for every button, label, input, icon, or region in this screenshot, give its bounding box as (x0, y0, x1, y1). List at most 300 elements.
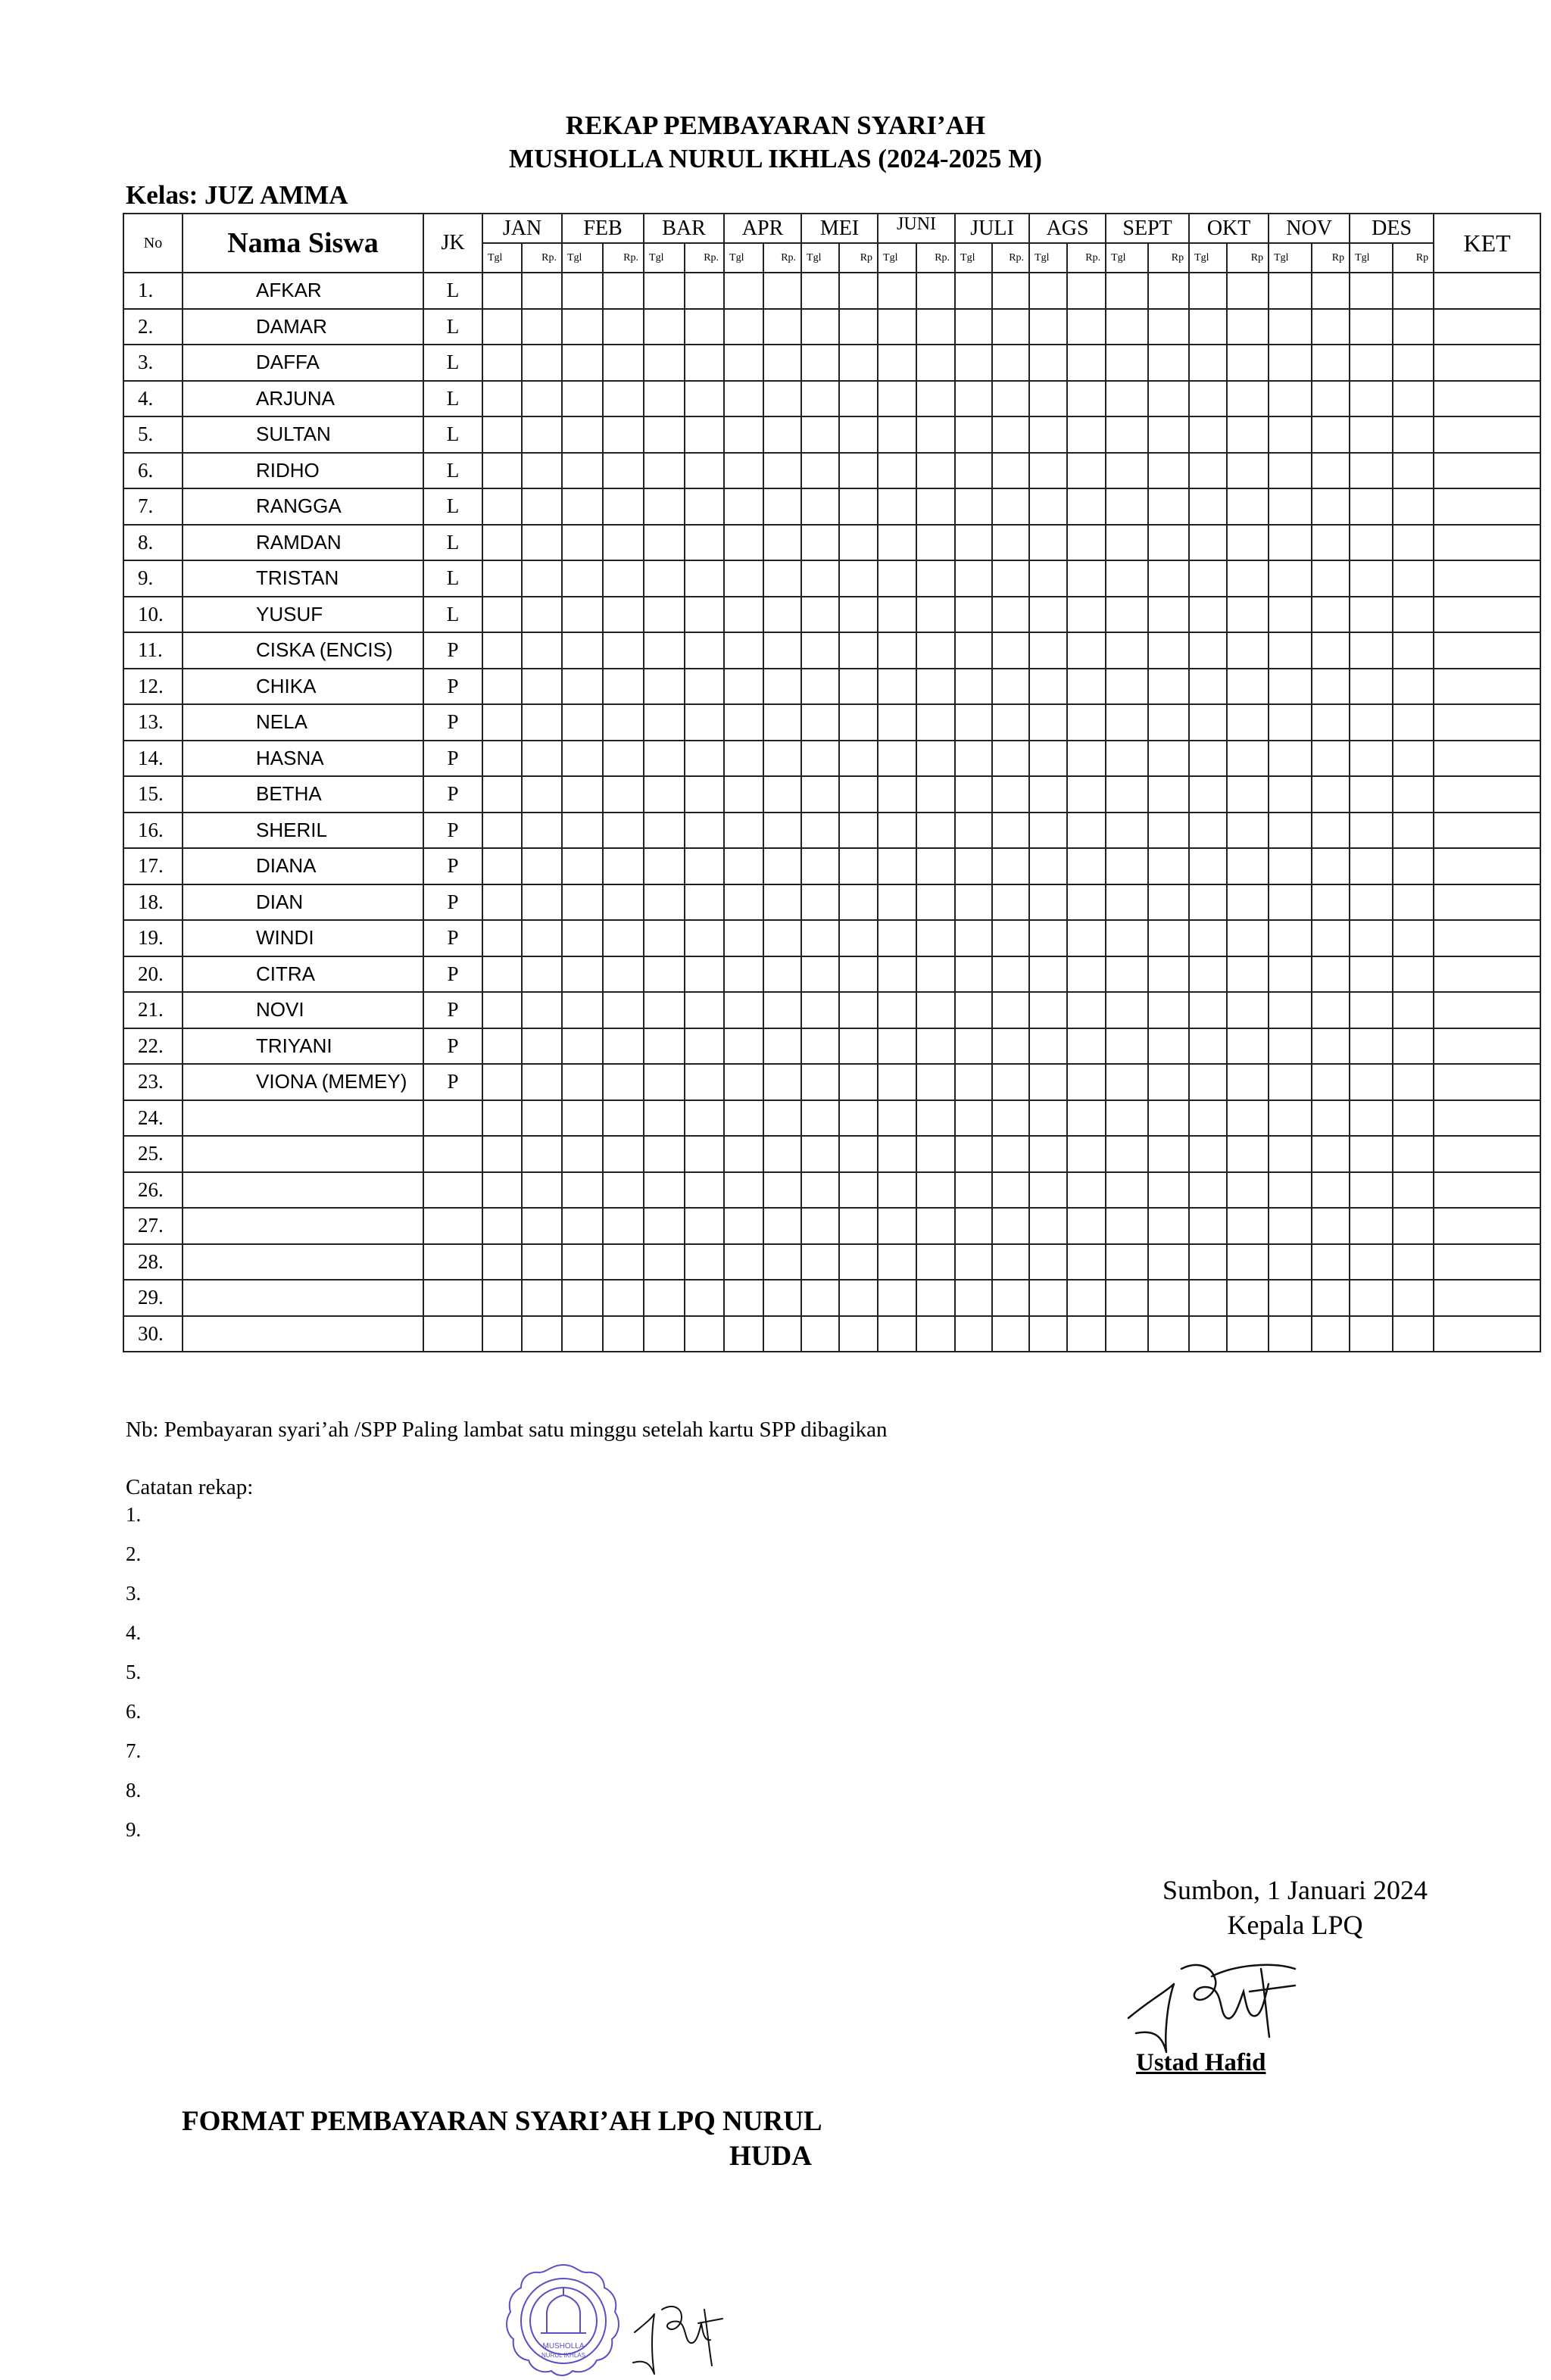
student-gender: L (423, 273, 482, 309)
payment-cell (685, 632, 724, 669)
table-row (123, 776, 1540, 813)
payment-cell (1312, 416, 1350, 453)
payment-cell (839, 1172, 878, 1209)
payment-cell (1029, 416, 1067, 453)
payment-cell (916, 1172, 955, 1209)
payment-cell (1312, 381, 1350, 417)
payment-cell (562, 1100, 603, 1137)
payment-cell (644, 453, 685, 489)
payment-cell (878, 416, 916, 453)
payment-cell (522, 1280, 562, 1316)
table-row (123, 273, 1540, 309)
student-gender: P (423, 741, 482, 777)
ket-cell (1434, 776, 1540, 813)
payment-cell (562, 525, 603, 561)
payment-cell (839, 273, 878, 309)
ket-cell (1434, 381, 1540, 417)
subheader-rp: Rp. (685, 243, 724, 273)
payment-cell (1148, 1064, 1189, 1100)
ket-cell (1434, 669, 1540, 705)
payment-cell (801, 920, 839, 956)
payment-cell (878, 1208, 916, 1244)
payment-cell (916, 920, 955, 956)
payment-cell (1393, 416, 1434, 453)
payment-cell (1029, 956, 1067, 993)
payment-cell (878, 273, 916, 309)
payment-cell (916, 1028, 955, 1065)
payment-cell (878, 848, 916, 884)
payment-cell (603, 345, 644, 381)
payment-cell (562, 776, 603, 813)
payment-cell (1148, 669, 1189, 705)
student-gender: P (423, 884, 482, 921)
payment-cell (724, 992, 763, 1028)
payment-cell (801, 488, 839, 525)
row-number: 3. (123, 345, 183, 381)
ket-cell (1434, 956, 1540, 993)
student-gender (423, 1316, 482, 1352)
payment-cell (916, 1244, 955, 1280)
payment-cell (1269, 848, 1312, 884)
row-number: 17. (123, 848, 183, 884)
payment-cell (1312, 597, 1350, 633)
payment-cell (992, 453, 1029, 489)
payment-cell (644, 669, 685, 705)
payment-cell (562, 1172, 603, 1209)
payment-cell (1269, 1244, 1312, 1280)
student-name: CITRA (183, 956, 423, 993)
payment-cell (1227, 1100, 1269, 1137)
payment-cell (644, 273, 685, 309)
payment-cell (1106, 813, 1148, 849)
student-name: RIDHO (183, 453, 423, 489)
student-gender: L (423, 453, 482, 489)
row-number: 21. (123, 992, 183, 1028)
payment-cell (724, 345, 763, 381)
payment-cell (603, 1316, 644, 1352)
payment-cell (1106, 273, 1148, 309)
payment-cell (992, 1064, 1029, 1100)
payment-cell (839, 741, 878, 777)
payment-cell (1269, 273, 1312, 309)
payment-cell (603, 884, 644, 921)
payment-cell (878, 1028, 916, 1065)
payment-cell (724, 704, 763, 741)
payment-cell (1312, 1316, 1350, 1352)
payment-cell (522, 1244, 562, 1280)
payment-cell (1106, 453, 1148, 489)
student-name: DAMAR (183, 309, 423, 345)
payment-cell (1312, 453, 1350, 489)
student-gender (423, 1100, 482, 1137)
payment-cell (1393, 1172, 1434, 1209)
payment-cell (1227, 416, 1269, 453)
header-month: APR (724, 214, 801, 243)
payment-cell (603, 597, 644, 633)
payment-cell (685, 741, 724, 777)
subheader-rp: Rp (1312, 243, 1350, 273)
payment-cell (1189, 669, 1227, 705)
row-number: 13. (123, 704, 183, 741)
table-row (123, 345, 1540, 381)
payment-cell (1189, 1280, 1227, 1316)
payment-cell (916, 848, 955, 884)
payment-cell (878, 1064, 916, 1100)
payment-cell (685, 1136, 724, 1172)
payment-cell (1393, 776, 1434, 813)
payment-cell (1106, 525, 1148, 561)
ket-cell (1434, 992, 1540, 1028)
payment-cell (1227, 381, 1269, 417)
payment-cell (801, 560, 839, 597)
payment-cell (1106, 1136, 1148, 1172)
payment-cell (1312, 741, 1350, 777)
payment-cell (955, 848, 992, 884)
payment-cell (955, 525, 992, 561)
payment-cell (1106, 992, 1148, 1028)
payment-cell (482, 669, 522, 705)
payment-cell (1269, 488, 1312, 525)
payment-cell (1393, 525, 1434, 561)
payment-cell (644, 597, 685, 633)
payment-cell (603, 741, 644, 777)
payment-cell (1312, 1136, 1350, 1172)
payment-cell (1312, 525, 1350, 561)
signature-place-date: Sumbon, 1 Januari 2024 (1162, 1875, 1428, 1905)
payment-cell (1029, 1100, 1067, 1137)
student-name: BETHA (183, 776, 423, 813)
payment-cell (1393, 597, 1434, 633)
row-number: 27. (123, 1208, 183, 1244)
payment-cell (1148, 1028, 1189, 1065)
payment-cell (603, 848, 644, 884)
payment-cell (724, 453, 763, 489)
payment-cell (1227, 273, 1269, 309)
payment-cell (839, 813, 878, 849)
payment-cell (1269, 560, 1312, 597)
student-gender: L (423, 560, 482, 597)
payment-cell (562, 1208, 603, 1244)
payment-cell (955, 1100, 992, 1137)
subheader-tgl: Tgl (1029, 243, 1067, 273)
payment-cell (1227, 884, 1269, 921)
payment-cell (763, 884, 801, 921)
row-number: 28. (123, 1244, 183, 1280)
payment-cell (916, 309, 955, 345)
payment-cell (992, 632, 1029, 669)
payment-cell (1393, 273, 1434, 309)
payment-cell (1106, 597, 1148, 633)
payment-cell (1269, 1100, 1312, 1137)
payment-cell (992, 488, 1029, 525)
payment-cell (1227, 525, 1269, 561)
payment-cell (1189, 1208, 1227, 1244)
payment-cell (562, 381, 603, 417)
table-row (123, 309, 1540, 345)
payment-cell (1312, 704, 1350, 741)
payment-cell (1312, 956, 1350, 993)
header-month: DES (1350, 214, 1434, 243)
payment-cell (1189, 632, 1227, 669)
payment-cell (1350, 488, 1393, 525)
payment-cell (1350, 813, 1393, 849)
payment-cell (724, 597, 763, 633)
payment-cell (522, 813, 562, 849)
payment-cell (522, 345, 562, 381)
payment-cell (1067, 488, 1106, 525)
payment-cell (1067, 669, 1106, 705)
payment-cell (992, 1028, 1029, 1065)
payment-cell (1227, 776, 1269, 813)
payment-cell (1067, 597, 1106, 633)
payment-cell (1189, 309, 1227, 345)
payment-cell (685, 704, 724, 741)
subheader-rp: Rp (1393, 243, 1434, 273)
ket-cell (1434, 813, 1540, 849)
payment-cell (916, 956, 955, 993)
payment-cell (724, 416, 763, 453)
payment-cell (1227, 345, 1269, 381)
payment-cell (801, 416, 839, 453)
row-number: 26. (123, 1172, 183, 1209)
payment-cell (763, 992, 801, 1028)
payment-cell (801, 273, 839, 309)
payment-cell (1350, 381, 1393, 417)
payment-cell (522, 1172, 562, 1209)
payment-cell (1067, 1100, 1106, 1137)
payment-cell (562, 669, 603, 705)
student-name: SHERIL (183, 813, 423, 849)
ket-cell (1434, 1244, 1540, 1280)
payment-cell (522, 920, 562, 956)
payment-cell (562, 1028, 603, 1065)
payment-cell (482, 345, 522, 381)
payment-cell (763, 1208, 801, 1244)
payment-cell (603, 1208, 644, 1244)
payment-cell (1189, 1028, 1227, 1065)
payment-cell (644, 1172, 685, 1209)
payment-cell (916, 776, 955, 813)
payment-cell (1350, 1316, 1393, 1352)
ket-cell (1434, 345, 1540, 381)
payment-cell (839, 1064, 878, 1100)
payment-cell (603, 381, 644, 417)
payment-cell (685, 1316, 724, 1352)
student-name: AFKAR (183, 273, 423, 309)
payment-cell (916, 488, 955, 525)
payment-cell (644, 956, 685, 993)
student-gender: L (423, 309, 482, 345)
payment-cell (878, 1172, 916, 1209)
payment-cell (562, 1244, 603, 1280)
payment-cell (763, 1280, 801, 1316)
payment-cell (562, 453, 603, 489)
payment-cell (1393, 1028, 1434, 1065)
payment-cell (724, 273, 763, 309)
payment-cell (801, 956, 839, 993)
payment-cell (522, 632, 562, 669)
payment-cell (1029, 1244, 1067, 1280)
subheader-rp: Rp (1227, 243, 1269, 273)
document-title-line2: MUSHOLLA NURUL IKHLAS (2024-2025 M) (509, 144, 1042, 173)
student-name (183, 1208, 423, 1244)
payment-cell (1393, 309, 1434, 345)
payment-cell (1269, 1280, 1312, 1316)
payment-cell (562, 884, 603, 921)
payment-cell (482, 920, 522, 956)
payment-cell (1189, 416, 1227, 453)
subheader-rp: Rp (839, 243, 878, 273)
payment-cell (562, 920, 603, 956)
payment-cell (1312, 632, 1350, 669)
payment-cell (724, 381, 763, 417)
payment-cell (763, 345, 801, 381)
payment-cell (878, 1244, 916, 1280)
payment-cell (878, 597, 916, 633)
payment-cell (522, 1028, 562, 1065)
student-name (183, 1172, 423, 1209)
payment-cell (482, 273, 522, 309)
payment-cell (839, 453, 878, 489)
payment-cell (1029, 1064, 1067, 1100)
student-gender: P (423, 1028, 482, 1065)
payment-cell (763, 273, 801, 309)
payment-cell (522, 956, 562, 993)
payment-cell (1189, 345, 1227, 381)
payment-cell (685, 488, 724, 525)
payment-cell (955, 920, 992, 956)
payment-cell (1189, 1064, 1227, 1100)
payment-cell (955, 992, 992, 1028)
payment-cell (1269, 704, 1312, 741)
payment-cell (763, 597, 801, 633)
payment-cell (1393, 1136, 1434, 1172)
payment-cell (801, 525, 839, 561)
payment-cell (1189, 813, 1227, 849)
payment-cell (801, 1280, 839, 1316)
payment-cell (1269, 1136, 1312, 1172)
payment-cell (1227, 1028, 1269, 1065)
payment-cell (1067, 1028, 1106, 1065)
payment-cell (724, 525, 763, 561)
payment-cell (992, 345, 1029, 381)
payment-cell (992, 669, 1029, 705)
payment-cell (522, 1208, 562, 1244)
payment-note: Nb: Pembayaran syari’ah /SPP Paling lambat satu minggu setelah kartu SPP dibagikan (126, 1418, 888, 1442)
payment-cell (1312, 1064, 1350, 1100)
payment-cell (1189, 1316, 1227, 1352)
payment-cell (1189, 381, 1227, 417)
payment-cell (878, 813, 916, 849)
payment-cell (801, 704, 839, 741)
payment-cell (839, 488, 878, 525)
payment-cell (916, 1064, 955, 1100)
subheader-tgl: Tgl (1106, 243, 1148, 273)
subheader-rp: Rp. (1067, 243, 1106, 273)
payment-cell (992, 1172, 1029, 1209)
subheader-tgl: Tgl (1350, 243, 1393, 273)
payment-cell (763, 1028, 801, 1065)
payment-cell (1350, 345, 1393, 381)
payment-cell (839, 597, 878, 633)
subheader-tgl: Tgl (482, 243, 522, 273)
payment-cell (1148, 1208, 1189, 1244)
payment-cell (1269, 1028, 1312, 1065)
table-row (123, 741, 1540, 777)
payment-cell (482, 597, 522, 633)
payment-cell (839, 1316, 878, 1352)
payment-cell (685, 776, 724, 813)
payment-cell (839, 1100, 878, 1137)
student-gender: L (423, 525, 482, 561)
payment-cell (644, 632, 685, 669)
student-name: SULTAN (183, 416, 423, 453)
student-gender (423, 1208, 482, 1244)
student-name: RANGGA (183, 488, 423, 525)
payment-cell (992, 704, 1029, 741)
payment-cell (801, 597, 839, 633)
payment-cell (1067, 1172, 1106, 1209)
payment-cell (1148, 1100, 1189, 1137)
payment-cell (1148, 273, 1189, 309)
payment-cell (1312, 309, 1350, 345)
payment-cell (916, 345, 955, 381)
payment-cell (763, 1172, 801, 1209)
payment-cell (1106, 956, 1148, 993)
payment-cell (1106, 1028, 1148, 1065)
payment-cell (685, 669, 724, 705)
payment-cell (724, 1316, 763, 1352)
payment-cell (1227, 597, 1269, 633)
student-gender: L (423, 597, 482, 633)
payment-cell (801, 669, 839, 705)
row-number: 8. (123, 525, 183, 561)
table-row (123, 1172, 1540, 1209)
ket-cell (1434, 416, 1540, 453)
payment-cell (644, 381, 685, 417)
student-name: TRIYANI (183, 1028, 423, 1065)
payment-cell (878, 453, 916, 489)
payment-cell (603, 1172, 644, 1209)
payment-cell (992, 920, 1029, 956)
payment-cell (916, 884, 955, 921)
payment-cell (1227, 1316, 1269, 1352)
payment-cell (801, 813, 839, 849)
student-gender (423, 1280, 482, 1316)
payment-cell (1393, 381, 1434, 417)
payment-cell (603, 453, 644, 489)
payment-cell (562, 1316, 603, 1352)
payment-cell (1350, 1064, 1393, 1100)
payment-cell (1312, 776, 1350, 813)
payment-cell (1350, 669, 1393, 705)
payment-cell (1067, 884, 1106, 921)
payment-cell (916, 597, 955, 633)
payment-cell (1106, 632, 1148, 669)
payment-cell (878, 1100, 916, 1137)
payment-cell (562, 1280, 603, 1316)
payment-cell (685, 453, 724, 489)
payment-cell (878, 345, 916, 381)
payment-cell (522, 992, 562, 1028)
payment-cell (1067, 309, 1106, 345)
payment-cell (644, 1100, 685, 1137)
payment-cell (482, 1028, 522, 1065)
payment-cell (1029, 848, 1067, 884)
payment-cell (1227, 813, 1269, 849)
payment-cell (1350, 309, 1393, 345)
payment-cell (839, 525, 878, 561)
